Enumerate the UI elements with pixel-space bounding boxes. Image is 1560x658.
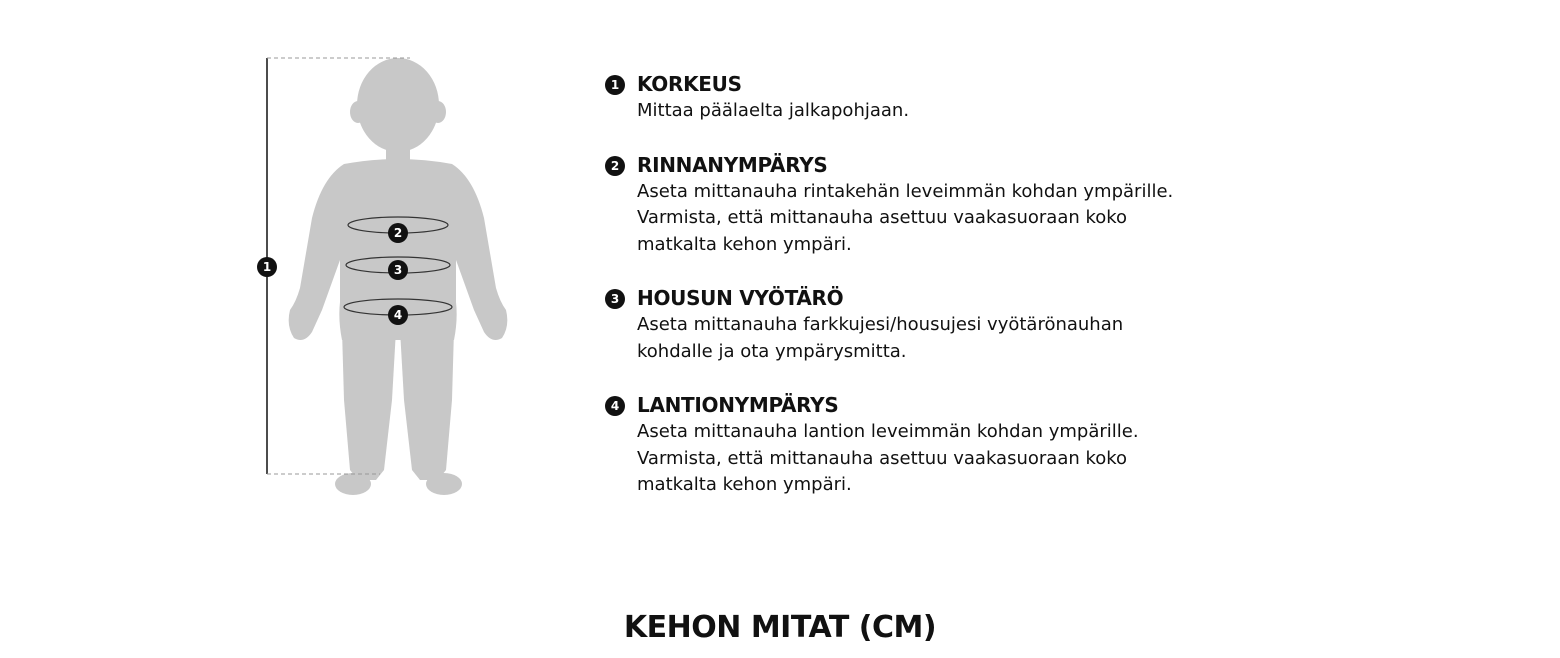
hip-marker-label: 4 — [393, 308, 403, 322]
instruction-item-chest — [605, 151, 1225, 259]
instruction-item-height — [605, 70, 1225, 125]
measurement-instructions — [605, 70, 1225, 499]
instruction-item-waist — [605, 284, 1225, 365]
page-title: KEHON MITAT (CM) — [623, 610, 937, 645]
instruction-title: LANTIONYMPÄRYS — [637, 393, 839, 417]
height-marker-label: 1 — [262, 260, 272, 274]
instruction-title: HOUSUN VYÖTÄRÖ — [637, 286, 844, 310]
instruction-description: Aseta mittanauha rintakehän leveimmän kohdan ympärille. Varmista, että mittanauha asettuu vaakasuoraan koko matkalta kehon ympäri. — [637, 180, 1174, 255]
instruction-number-badge: 1 — [605, 75, 625, 95]
instruction-title: KORKEUS — [637, 72, 742, 96]
chest-marker-label: 2 — [393, 226, 403, 240]
instruction-description: Mittaa päälaelta jalkapohjaan. — [637, 100, 910, 121]
instruction-description: Aseta mittanauha farkkujesi/housujesi vyötärönauhan kohdalle ja ota ympärysmitta. — [637, 314, 1124, 362]
instruction-item-hip — [605, 391, 1225, 499]
instruction-description: Aseta mittanauha lantion leveimmän kohdan ympärille. Varmista, että mittanauha asettuu vaakasuoraan koko matkalta kehon ympäri. — [637, 421, 1139, 495]
waist-marker-label: 3 — [393, 263, 403, 277]
instruction-number-badge: 4 — [605, 396, 625, 416]
child-measurement-figure — [240, 40, 540, 520]
instruction-number-badge: 3 — [605, 289, 625, 309]
instruction-title: RINNANYMPÄRYS — [637, 152, 828, 177]
instruction-number-badge: 2 — [605, 156, 625, 176]
